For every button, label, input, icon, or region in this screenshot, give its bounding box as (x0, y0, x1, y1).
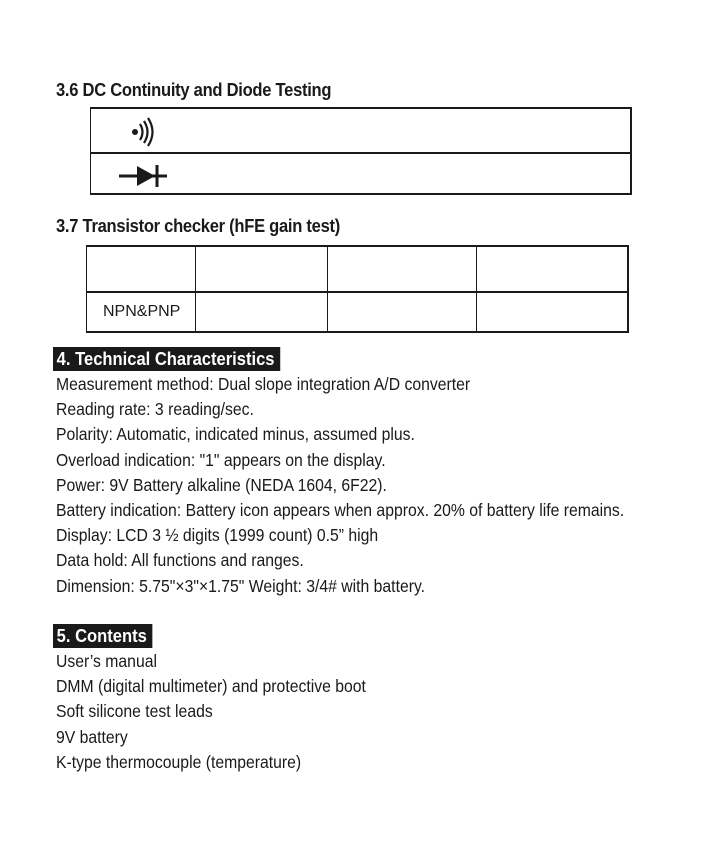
continuity-beep-icon (119, 111, 169, 151)
npn-pnp-cell: NPN&PNP (103, 303, 181, 320)
list-item: 9V battery (56, 726, 128, 747)
section-3-6-heading: 3.6 DC Continuity and Diode Testing (56, 80, 332, 100)
transistor-table (86, 245, 629, 333)
table-column-divider (195, 247, 196, 331)
list-item: K-type thermocouple (temperature) (56, 751, 302, 772)
list-item: Dimension: 5.75"×3"×1.75" Weight: 3/4# with battery. (56, 575, 426, 596)
diode-icon (119, 155, 169, 195)
section-3-7-heading: 3.7 Transistor checker (hFE gain test) (56, 216, 341, 236)
table-row-divider (87, 291, 627, 293)
table-column-divider (327, 247, 328, 331)
list-item: Battery indication: Battery icon appears when approx. 20% of battery life remains. (56, 500, 625, 521)
list-item: User’s manual (56, 651, 157, 671)
list-item: Reading rate: 3 reading/sec. (56, 399, 254, 420)
list-item: Data hold: All functions and ranges. (56, 550, 304, 571)
list-item: Soft silicone test leads (56, 701, 213, 722)
list-item: DMM (digital multimeter) and protective boot (56, 676, 366, 697)
technical-characteristics-list (56, 372, 687, 599)
continuity-row (91, 109, 630, 152)
section-4-label: 4. Technical Characteristics (53, 347, 280, 371)
diode-row (91, 152, 630, 197)
list-item: Power: 9V Battery alkaline (NEDA 1604, 6F22). (56, 474, 387, 495)
list-item: Overload indication: "1" appears on the display. (56, 449, 386, 470)
list-item: Measurement method: Dual slope integration A/D converter (56, 374, 471, 394)
list-item: Polarity: Automatic, indicated minus, assumed plus. (56, 424, 415, 445)
continuity-diode-table (90, 107, 632, 195)
contents-list (56, 649, 400, 775)
list-item: Display: LCD 3 ½ digits (1999 count) 0.5” high (56, 525, 379, 546)
table-column-divider (476, 247, 477, 331)
section-5-label: 5. Contents (53, 624, 152, 648)
